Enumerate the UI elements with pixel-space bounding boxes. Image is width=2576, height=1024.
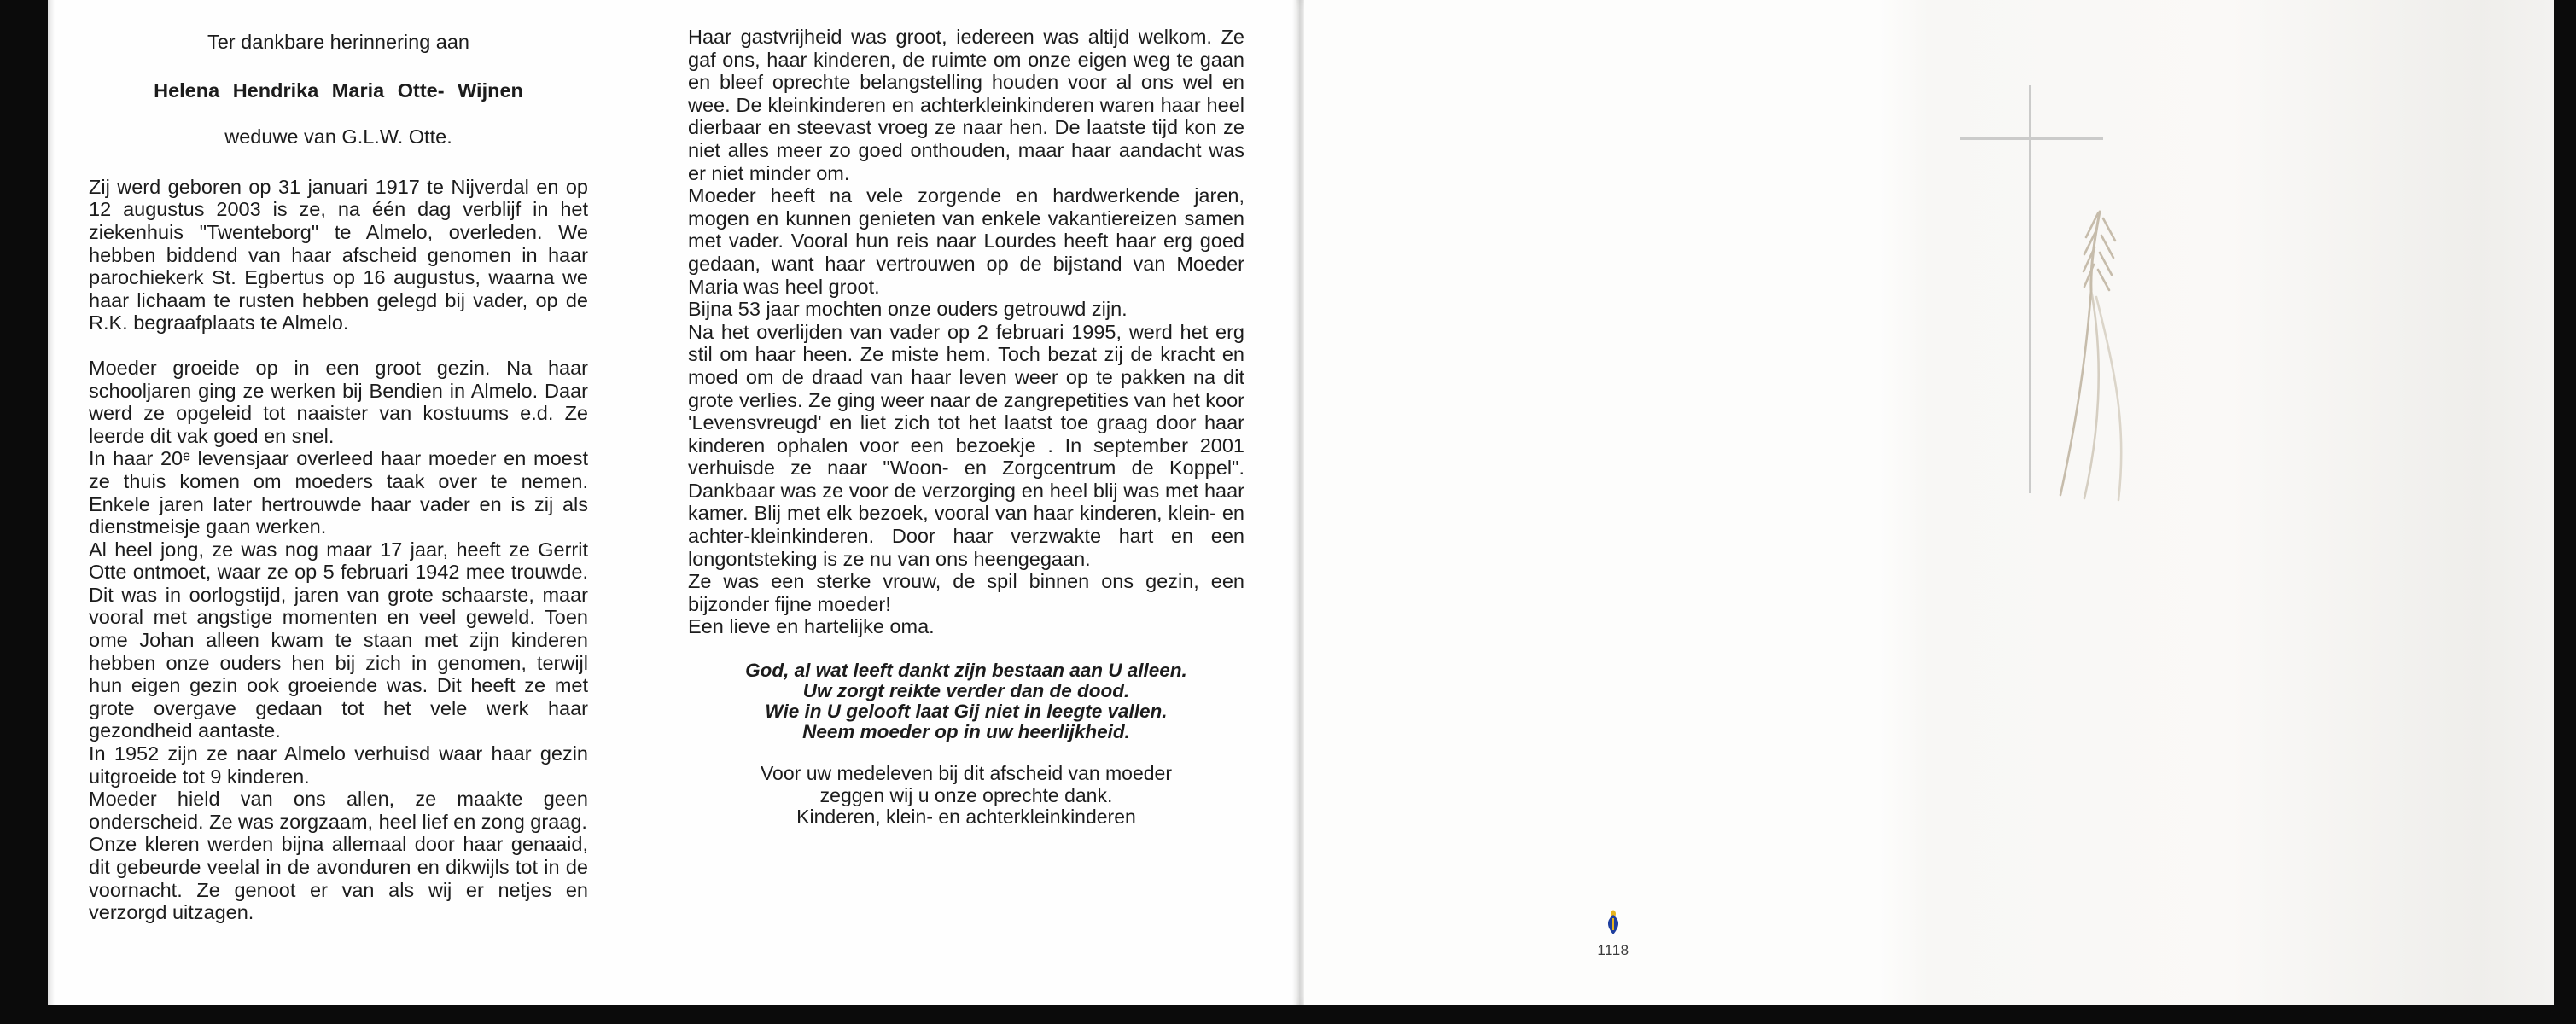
memorial-card xyxy=(48,0,2554,1005)
text-column-1 xyxy=(89,31,588,924)
cross-vertical-bar xyxy=(2029,85,2031,493)
body-paragraph: Moeder hield van ons allen, ze maakte geen onderscheid. Ze was zorgzaam, heel lief en zong graag. xyxy=(89,788,588,833)
body-paragraph: Onze kleren werden bijna allemaal door haar genaaid, dit gebeurde veelal in de avonduren en dikwijls tot in de voornacht. Ze genoot er van als wij er netjes en verzorgd uitzagen. xyxy=(89,833,588,924)
body-paragraph: Zij werd geboren op 31 januari 1917 te Nijverdal en op 12 augustus 2003 is ze, na één dag verblijf in het ziekenhuis "Twenteborg" te Almelo, overleden. We hebben biddend van haar afscheid genomen in haar parochiekerk St. Egbertus op 16 augustus, waarna we haar lichaam te rusten hebben gelegd bij vader, op de R.K. begraafplaats te Almelo. xyxy=(89,175,588,335)
prayer-line: Wie in U gelooft laat Gij niet in leegte vallen. xyxy=(765,701,1168,723)
body-paragraph: Ze was een sterke vrouw, de spil binnen ons gezin, een bijzonder fijne moeder! xyxy=(688,570,1244,615)
deceased-name: Helena Hendrika Maria Otte- Wijnen xyxy=(154,79,523,102)
widow-line: weduwe van G.L.W. Otte. xyxy=(224,125,452,148)
body-paragraph: Na het overlijden van vader op 2 februari 1995, werd het erg stil om haar heen. Ze miste hem. Toch bezat zij de kracht en moed om de draad van haar leven weer op te pakken na dit grote verlies. Ze ging weer naar de zangrepetities van het koor 'Levensvreugd' en liet zich tot het laatst toe graag door haar kinderen ophalen voor een bezoekje . In september 2001 verhuisde ze naar "Woon- en Zorgcentrum de Koppel". Dankbaar was ze voor de verzorging en heel blij was met haar kamer. Blij met elk bezoek, vooral van haar kinderen, klein- en achter-kleinkinderen. Door haar verzwakte hart en een longontsteking is ze nu van ons heengegaan. xyxy=(688,320,1244,570)
closing-line: Kinderen, klein- en achterkleinkinderen xyxy=(796,806,1136,829)
page-right xyxy=(1304,0,2554,1005)
print-number: 1118 xyxy=(1597,942,1629,958)
body-paragraph: Een lieve en hartelijke oma. xyxy=(688,615,935,638)
prayer-line: Uw zorgt reikte verder dan de dood. xyxy=(802,680,1130,702)
wheat-stalk-icon xyxy=(2037,201,2173,505)
text-column-2 xyxy=(688,26,1244,829)
body-paragraph: Moeder groeide op in een groot gezin. Na haar schooljaren ging ze werken bij Bendien in Almelo. Daar werd ze opgeleid tot naaister van kostuums e.d. Ze leerde dit vak goed en snel. xyxy=(89,356,588,447)
closing-thanks xyxy=(688,763,1244,829)
body-paragraph: In haar 20ᵉ levensjaar overleed haar moeder en moest ze thuis komen om moeders taak over te nemen. Enkele jaren later hertrouwde haar vader en is zij als dienstmeisje gaan werken. xyxy=(89,447,588,538)
body-paragraph: Al heel jong, ze was nog maar 17 jaar, heeft ze Gerrit Otte ontmoet, waar ze op 5 februari 1942 mee trouwde. Dit was in oorlogstijd, jaren van grote schaarste, maar vooral met angstige momenten en veel geweld. Toen ome Johan alleen kwam te staan met zijn kinderen hebben onze ouders hen bij zich in genomen, terwijl hun eigen gezin ook groeiende was. Dit heeft ze met grote overgave gedaan tot het vele werk haar gezondheid aantaste. xyxy=(89,538,588,742)
printer-mark xyxy=(1579,910,1647,959)
body-paragraph: Haar gastvrijheid was groot, iedereen was altijd welkom. Ze gaf ons, haar kinderen, de ruimte om onze eigen weg te gaan en bleef oprechte belangstelling houden voor al ons wel en wee. De kleinkinderen en achterkleinkinderen waren haar heel dierbaar en steevast vroeg ze naar hen. De laatste tijd kon ze niet alles meer zo goed onthouden, maar haar aandacht was er niet minder om. xyxy=(688,26,1244,184)
body-paragraph: Bijna 53 jaar mochten onze ouders getrouwd zijn. xyxy=(688,298,1128,321)
publisher-emblem-icon xyxy=(1603,910,1623,935)
closing-line: Voor uw medeleven bij dit afscheid van moeder xyxy=(760,762,1172,785)
body-paragraph: In 1952 zijn ze naar Almelo verhuisd waar haar gezin uitgroeide tot 9 kinderen. xyxy=(89,742,588,788)
intro-line: Ter dankbare herinnering aan xyxy=(207,31,469,53)
cross-horizontal-bar xyxy=(1960,137,2103,140)
prayer-line: God, al wat leeft dankt zijn bestaan aan U alleen. xyxy=(745,660,1187,682)
closing-line: zeggen wij u onze oprechte dank. xyxy=(819,783,1113,806)
prayer-verse xyxy=(688,660,1244,742)
prayer-line: Neem moeder op in uw heerlijkheid. xyxy=(802,721,1130,743)
page-left xyxy=(48,0,1296,1005)
body-paragraph: Moeder heeft na vele zorgende en hardwerkende jaren, mogen en kunnen genieten van enkele vakantiereizen samen met vader. Vooral hun reis naar Lourdes heeft haar erg goed gedaan, want haar vertrouwen op de bijstand van Moeder Maria was heel groot. xyxy=(688,184,1244,298)
